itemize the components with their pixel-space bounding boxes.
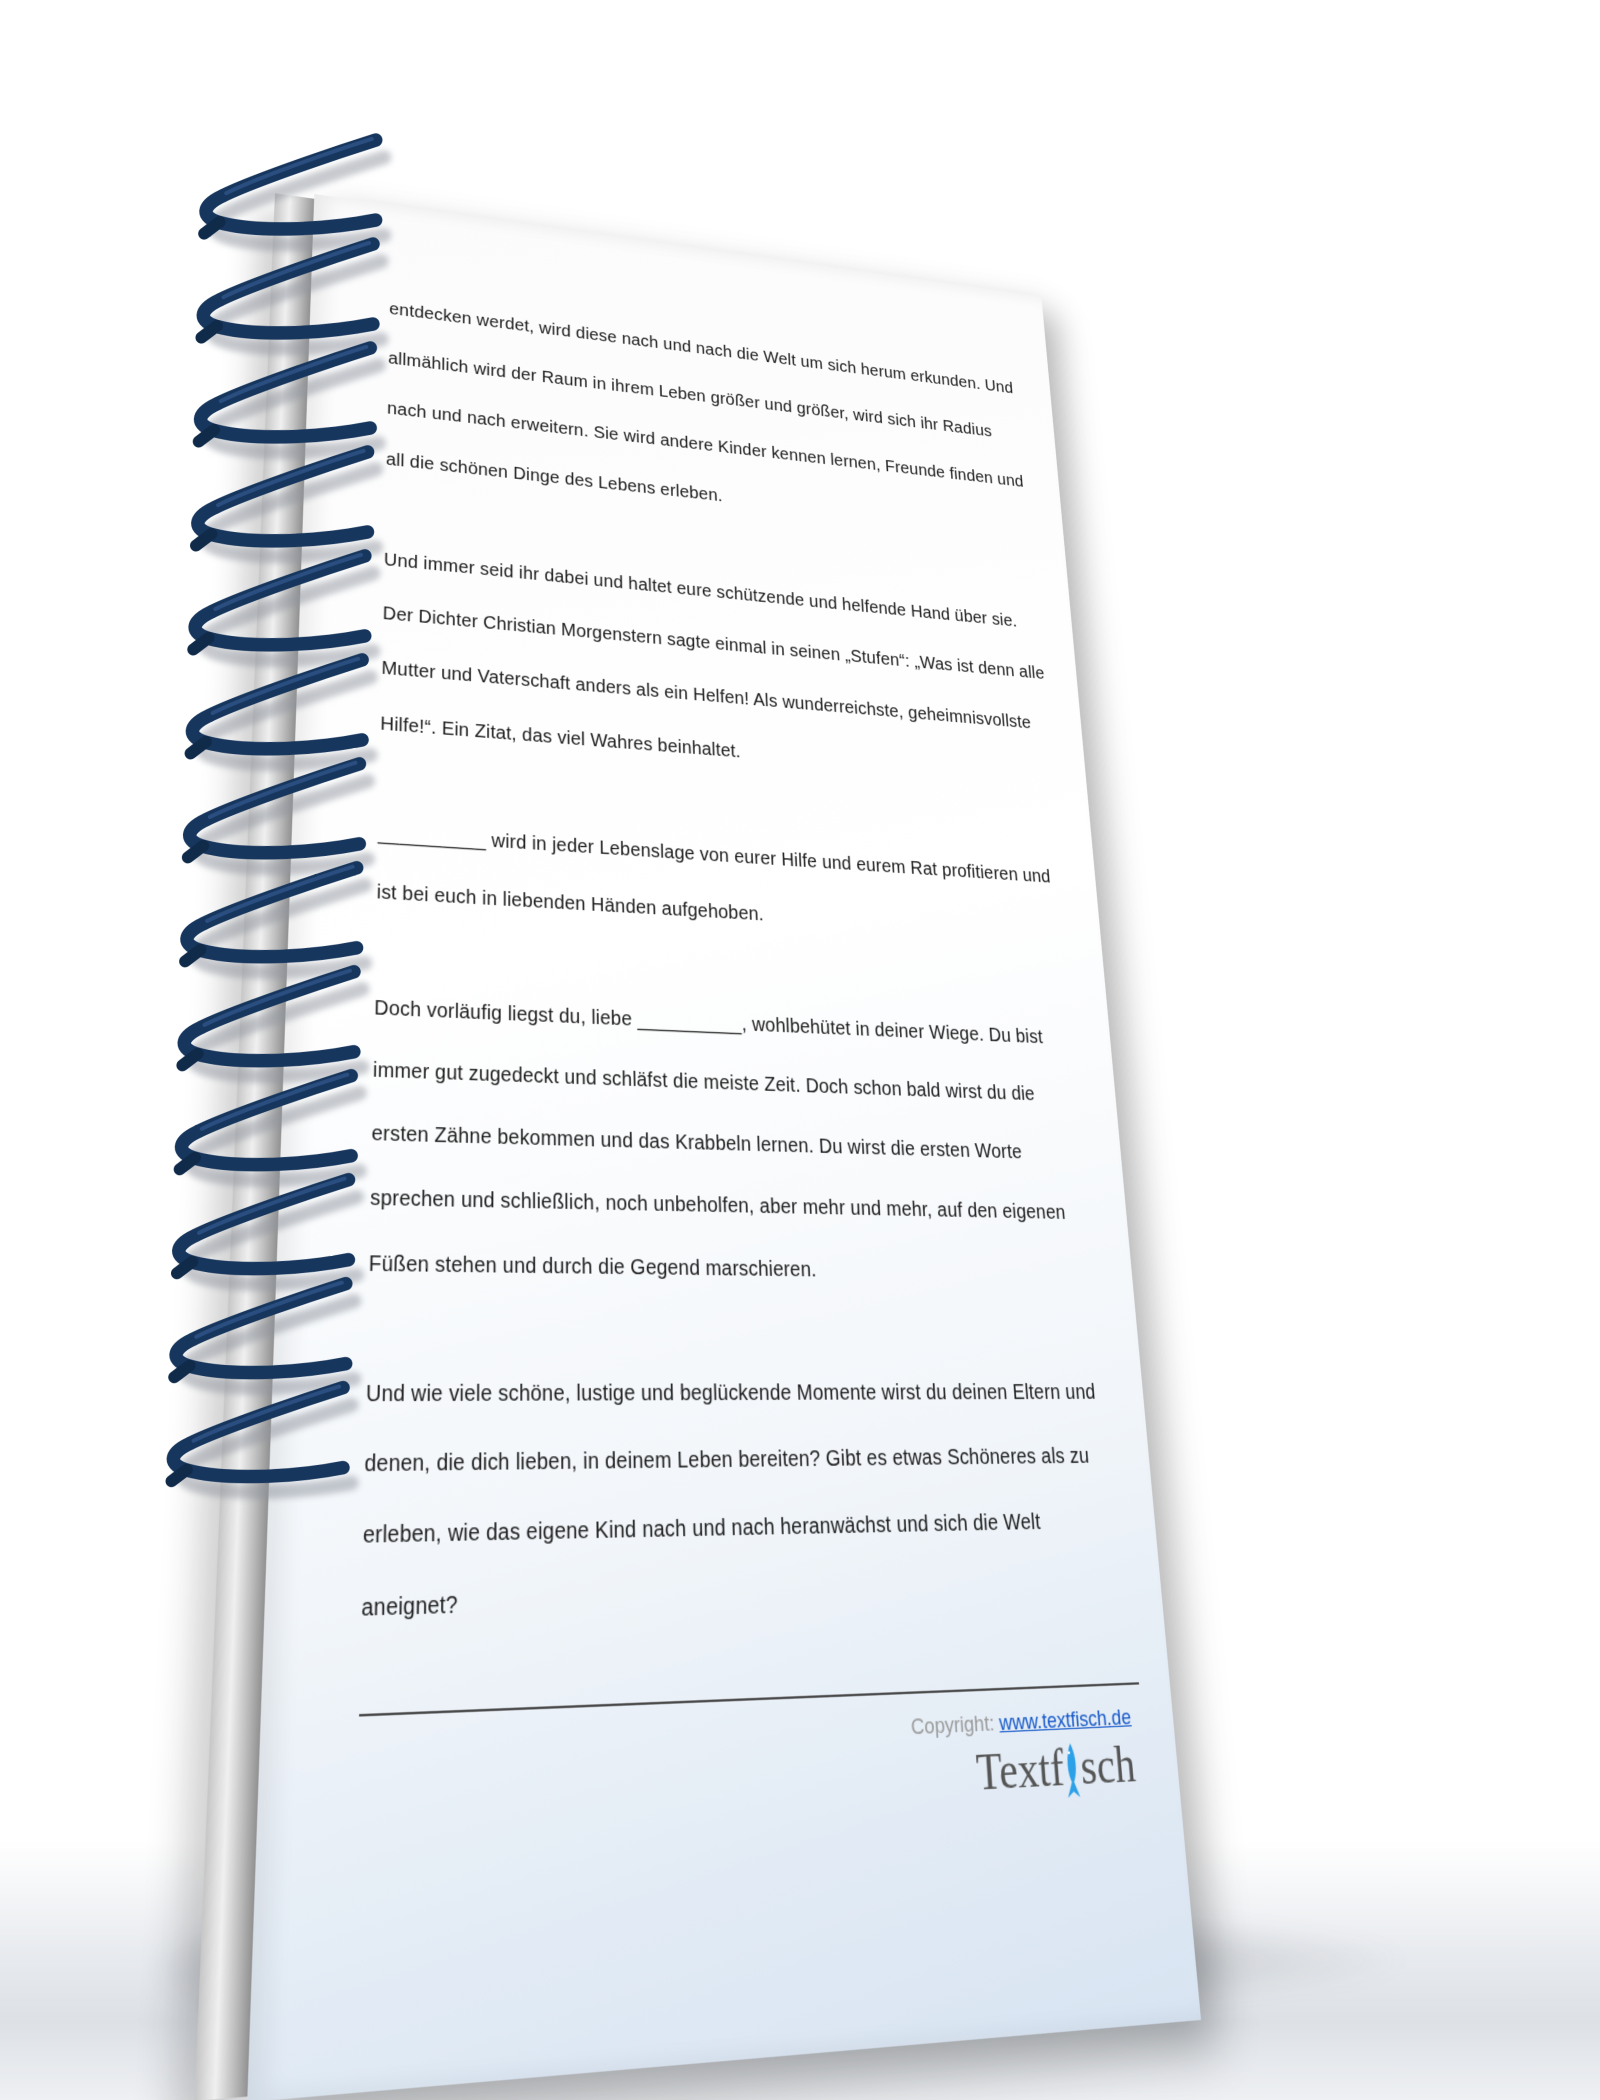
- copyright-link[interactable]: www.textfisch.de: [998, 1705, 1133, 1737]
- spiral-coil: [168, 957, 381, 1066]
- spiral-binding: [155, 125, 402, 1550]
- textfisch-logo: [974, 1733, 1138, 1805]
- spiral-coil: [178, 541, 391, 650]
- logo-text-end: sch: [1078, 1735, 1138, 1796]
- logo-text-start: Textf: [974, 1738, 1067, 1802]
- spiral-coil: [159, 1269, 372, 1378]
- document-paragraph: Doch vorläufig liegst du, liebe __________, wohlbehütet in deiner Wiege. Du bist immer gut zugedeckt und schläfst die meiste Zeit. Doch schon bald wirst du die ersten Zähne bekommen und das Krabbeln lernen. Du wirst die ersten Worte sprechen und schließlich, noch unbeholfen, aber mehr und mehr, auf den eigenen Füßen stehen und durch die Gegend marschieren.: [368, 996, 1067, 1282]
- document-paragraph: entdecken werdet, wird diese nach und nach die Welt um sich herum erkunden. Und allmählich wird der Raum in ihrem Leben größer und größer, wird sich ihr Radius nach und nach erweitern. Sie wird andere Kinder kennen lernen, Freunde finden und all die schönen Dinge des Lebens erleben.: [385, 299, 1025, 506]
- copyright-label: Copyright:: [910, 1711, 996, 1741]
- spiral-coil: [162, 1165, 375, 1274]
- spiral-coil: [184, 333, 397, 442]
- document-paragraph: Und wie viele schöne, lustige und beglückende Momente wirst du deinen Eltern und denen, die dich lieben, in deinem Leben bereiten? Gibt es etwas Schöneres als zu erleben, wie das eigene Kind nach und nach heranwächst und sich die Welt aneignet?: [361, 1380, 1097, 1622]
- spiral-coil: [187, 229, 400, 338]
- document-paragraph: Und immer seid ihr dabei und haltet eure schützende und helfende Hand über sie. Der Dichter Christian Morgenstern sagte einmal in seinen „Stufen“: „Was ist denn alle Mutter und Vaterschaft anders als ein Helfen! Als wunderreichste, geheimnisvollste Hilfe!“. Ein Zitat, das viel Wahres beinhaltet.: [380, 549, 1046, 762]
- spiral-coil: [173, 749, 386, 858]
- footer: [356, 1705, 1148, 1840]
- spiral-coil: [176, 645, 389, 754]
- document-paragraph-blank: __________ wird in jeder Lebenslage von eurer Hilfe und eurem Rat profitieren und ist bei euch in liebenden Händen aufgehoben.: [376, 822, 1052, 926]
- spiral-coil: [181, 437, 394, 546]
- spiral-coil: [189, 125, 402, 234]
- spiral-coil: [170, 853, 383, 962]
- spiral-coil: [157, 1373, 370, 1482]
- spiral-coil: [165, 1061, 378, 1170]
